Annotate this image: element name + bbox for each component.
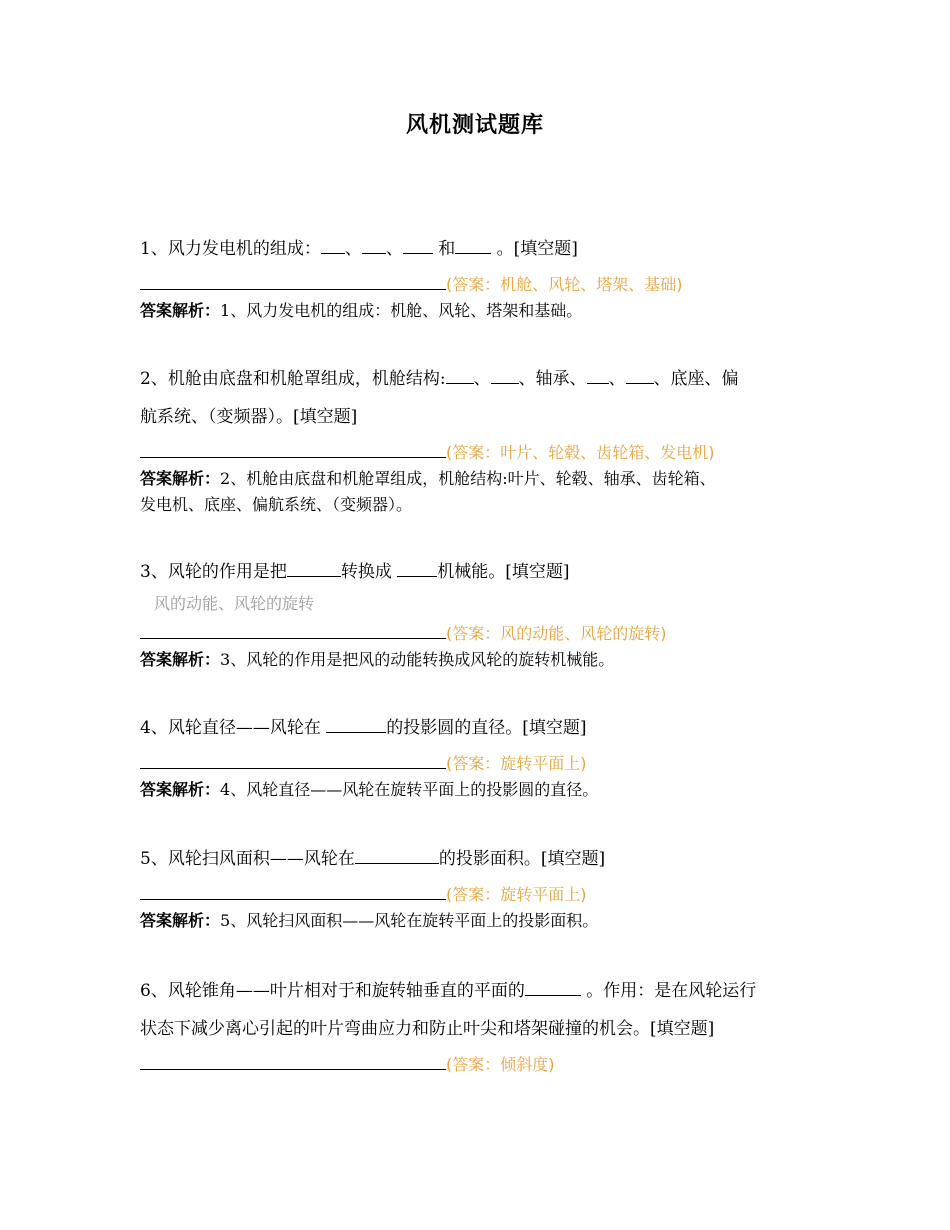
answer-analysis: 答案解析：2、机舱由底盘和机舱罩组成，机舱结构:叶片、轮毂、轴承、齿轮箱、 xyxy=(140,469,716,488)
answer-rule[interactable] xyxy=(140,1053,446,1070)
answer-line xyxy=(140,272,820,298)
answer-line xyxy=(140,440,820,466)
blank[interactable] xyxy=(491,365,519,384)
answer-analysis: 答案解析：3、风轮的作用是把风的动能转换成风轮的旋转机械能。 xyxy=(140,650,615,669)
answer-analysis: 答案解析：4、风轮直径——风轮在旋转平面上的投影圆的直径。 xyxy=(140,780,599,799)
answer-text: (答案：风的动能、风轮的旋转) xyxy=(446,624,667,643)
blank[interactable] xyxy=(321,235,345,254)
answer-analysis: 答案解析：5、风轮扫风面积——风轮在旋转平面上的投影面积。 xyxy=(140,911,599,930)
question-2 xyxy=(140,360,820,518)
blank[interactable] xyxy=(455,235,491,254)
answer-rule[interactable] xyxy=(140,273,446,290)
question-text-cont: 航系统、（变频器）。[填空题] xyxy=(140,407,358,427)
analysis-label: 答案解析： xyxy=(140,780,221,799)
question-text-cont: 状态下减少离心引起的叶片弯曲应力和防止叶尖和塔架碰撞的机会。[填空题] xyxy=(140,1019,715,1039)
question-3 xyxy=(140,553,820,673)
question-6 xyxy=(140,972,820,1078)
question-text: 1、风力发电机的组成： 、 、 和 。[填空题] xyxy=(140,230,820,268)
analysis-label: 答案解析： xyxy=(140,911,221,930)
blank[interactable] xyxy=(626,365,654,384)
answer-line xyxy=(140,882,820,908)
blank[interactable] xyxy=(397,558,437,577)
answer-line xyxy=(140,751,820,777)
blank[interactable] xyxy=(446,365,474,384)
analysis-label: 答案解析： xyxy=(140,650,221,669)
answer-rule[interactable] xyxy=(140,752,446,769)
page-title: 风机测试题库 xyxy=(405,113,544,138)
question-1 xyxy=(140,230,820,324)
answer-text: (答案：旋转平面上) xyxy=(446,885,587,904)
answer-line xyxy=(140,1052,820,1078)
answer-line xyxy=(140,621,820,647)
answer-text: (答案：机舱、风轮、塔架、基础) xyxy=(446,275,683,294)
answer-text: (答案：旋转平面上) xyxy=(446,754,587,773)
blank[interactable] xyxy=(355,845,439,864)
answer-text: (答案：叶片、轮毂、齿轮箱、发电机) xyxy=(446,443,715,462)
answer-rule[interactable] xyxy=(140,622,446,639)
blank[interactable] xyxy=(525,977,581,996)
blank[interactable] xyxy=(326,714,386,733)
question-text: 6、风轮锥角——叶片相对于和旋转轴垂直的平面的 。作用：是在风轮运行 xyxy=(140,972,820,1010)
question-text: 5、风轮扫风面积——风轮在 的投影面积。[填空题] xyxy=(140,840,820,878)
question-text: 2、机舱由底盘和机舱罩组成，机舱结构: 、 、轴承、 、 、底座、偏 xyxy=(140,360,820,398)
answer-rule[interactable] xyxy=(140,883,446,900)
answer-text: (答案：倾斜度) xyxy=(446,1055,555,1074)
answer-analysis-cont: 发电机、底座、偏航系统、（变频器）。 xyxy=(140,495,413,514)
blank[interactable] xyxy=(403,235,433,254)
blank[interactable] xyxy=(362,235,386,254)
question-4 xyxy=(140,709,820,803)
analysis-label: 答案解析： xyxy=(140,301,221,320)
blank[interactable] xyxy=(587,365,609,384)
blank[interactable] xyxy=(287,558,341,577)
prefilled-response: 风的动能、风轮的旋转 xyxy=(154,594,315,613)
question-text: 3、风轮的作用是把 转换成 机械能。[填空题] xyxy=(140,553,820,591)
question-5 xyxy=(140,840,820,934)
answer-rule[interactable] xyxy=(140,441,446,458)
question-text: 4、风轮直径——风轮在 的投影圆的直径。[填空题] xyxy=(140,709,820,747)
answer-analysis: 答案解析：1、风力发电机的组成：机舱、风轮、塔架和基础。 xyxy=(140,301,583,320)
analysis-label: 答案解析： xyxy=(140,469,221,488)
